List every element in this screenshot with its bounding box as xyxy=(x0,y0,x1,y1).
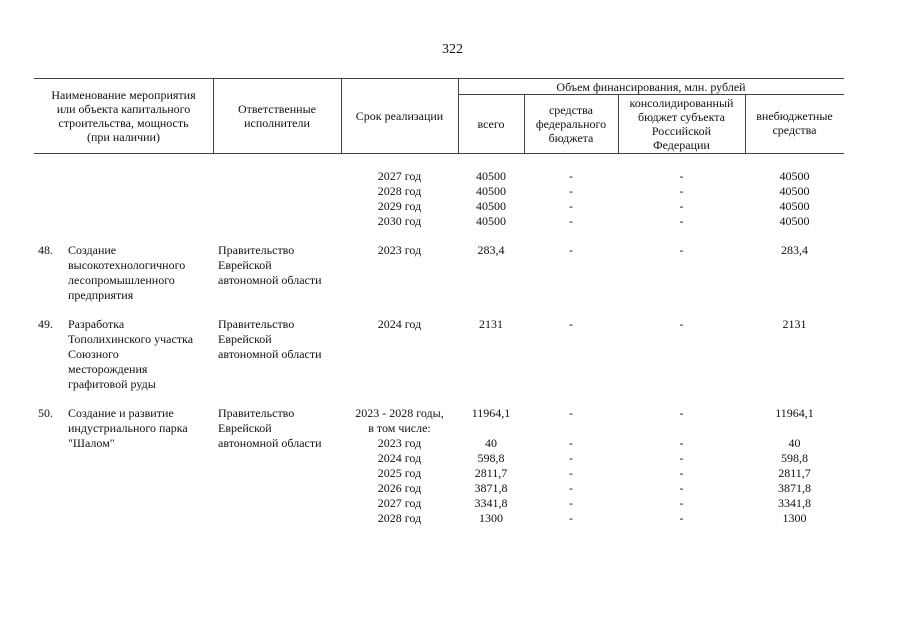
header-funding: Объем финансирования, млн. рублей xyxy=(556,80,746,94)
row-total: 40500 40500 40500 40500 xyxy=(476,169,506,228)
row-extra: 283,4 xyxy=(781,243,808,257)
row-number: 49. xyxy=(38,317,53,331)
header-name: Наименование мероприятия или объекта капитального строительства, мощность (при наличии) xyxy=(51,88,196,144)
row-extra: 40500 40500 40500 40500 xyxy=(779,169,810,228)
row-extra: 2131 xyxy=(782,317,807,331)
row-number: 48. xyxy=(38,243,53,257)
row-name: Создание высокотехнологичного лесопромышленного предприятия xyxy=(68,243,186,302)
header-regional: консолидированный бюджет субъекта Российской Федерации xyxy=(629,96,734,152)
row-period: 2023 - 2028 годы, в том числе: 2023 год 2024 год 2025 год 2026 год 2027 год 2028 год xyxy=(355,406,444,525)
row-regional: - - - - xyxy=(679,169,684,228)
row-responsible: Правительство Еврейской автономной области xyxy=(218,317,322,361)
header-federal: средства федерального бюджета xyxy=(535,103,607,145)
row-extra: 11964,1 40 598,8 2811,7 3871,8 3341,8 1300 xyxy=(775,406,814,525)
row-regional: - - - - - - - xyxy=(679,406,684,525)
row-period: 2023 год xyxy=(377,243,422,257)
row-total: 283,4 xyxy=(477,243,505,257)
header-total: всего xyxy=(477,117,505,131)
table-header-bottom-border xyxy=(34,153,844,154)
row-regional: - xyxy=(679,317,684,331)
funding-subheader-border xyxy=(458,94,844,95)
row-number: 50. xyxy=(38,406,53,420)
row-name: Создание и развитие индустриального парка "Шалом" xyxy=(68,406,188,450)
row-federal: - - - - xyxy=(569,169,573,228)
row-period: 2027 год 2028 год 2029 год 2030 год xyxy=(377,169,422,228)
page-number: 322 xyxy=(442,42,463,57)
row-total: 11964,1 40 598,8 2811,7 3871,8 3341,8 1300 xyxy=(471,406,511,525)
row-total: 2131 xyxy=(479,317,503,331)
row-regional: - xyxy=(679,243,684,257)
header-period: Срок реализации xyxy=(355,109,444,123)
row-name: Разработка Тополихинского участка Союзного месторождения графитовой руды xyxy=(68,317,194,391)
row-period: 2024 год xyxy=(377,317,422,331)
row-federal: - xyxy=(569,317,573,331)
header-responsible: Ответственные исполнители xyxy=(238,102,316,130)
row-federal: - - - - - - - xyxy=(569,406,573,525)
row-responsible: Правительство Еврейской автономной области xyxy=(218,243,322,287)
table-top-border xyxy=(34,78,844,79)
header-extra: внебюджетные средства xyxy=(756,109,833,137)
row-responsible: Правительство Еврейской автономной области xyxy=(218,406,322,450)
row-federal: - xyxy=(569,243,573,257)
